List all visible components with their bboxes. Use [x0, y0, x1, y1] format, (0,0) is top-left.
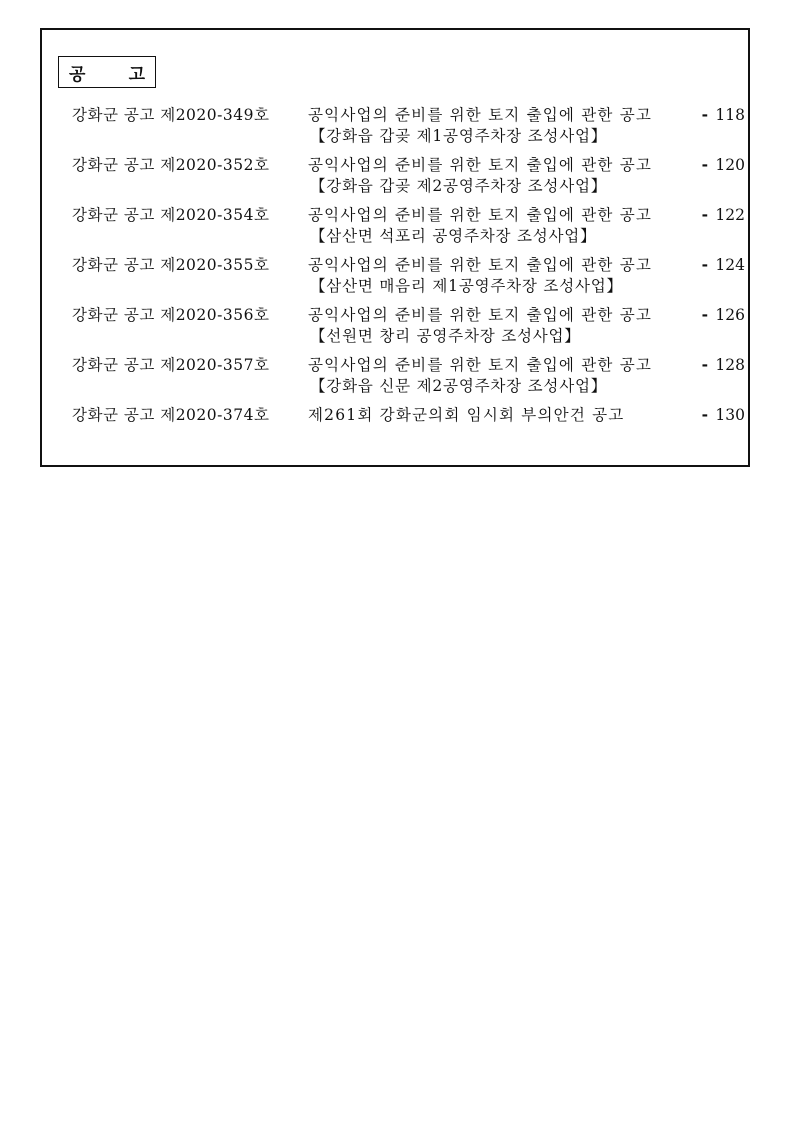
notice-title: 공익사업의 준비를 위한 토지 출입에 관한 공고 [308, 156, 653, 174]
notice-subtitle: 【선원면 창리 공영주차장 조성사업】 [310, 327, 581, 345]
leader-dash: - [701, 256, 708, 274]
list-item[interactable] [42, 405, 748, 455]
notice-subtitle: 【강화읍 신문 제2공영주차장 조성사업】 [310, 377, 608, 395]
notice-title: 공익사업의 준비를 위한 토지 출입에 관한 공고 [308, 206, 653, 224]
page-number: 128 [715, 356, 745, 374]
notice-subtitle: 【삼산면 석포리 공영주차장 조성사업】 [310, 227, 597, 245]
list-item[interactable] [42, 105, 748, 155]
notice-number: 강화군 공고 제2020-374호 [72, 406, 270, 424]
list-item[interactable] [42, 155, 748, 205]
leader-dash: - [701, 306, 708, 324]
notice-number: 강화군 공고 제2020-356호 [72, 306, 270, 324]
entry-list [42, 105, 748, 455]
notice-title: 제261회 강화군의회 임시회 부의안건 공고 [308, 406, 625, 424]
page-number: 126 [715, 306, 745, 324]
notice-title: 공익사업의 준비를 위한 토지 출입에 관한 공고 [308, 306, 653, 324]
notice-index-box [40, 28, 750, 467]
list-item[interactable] [42, 305, 748, 355]
leader-dash: - [701, 356, 708, 374]
section-heading-right: 고 [128, 64, 145, 85]
page-number: 124 [715, 256, 745, 274]
page-number: 120 [715, 156, 745, 174]
notice-number: 강화군 공고 제2020-354호 [72, 206, 270, 224]
notice-subtitle: 【강화읍 갑곶 제1공영주차장 조성사업】 [310, 127, 608, 145]
notice-title: 공익사업의 준비를 위한 토지 출입에 관한 공고 [308, 256, 653, 274]
notice-number: 강화군 공고 제2020-355호 [72, 256, 270, 274]
section-heading-left: 공 [69, 64, 86, 85]
list-item[interactable] [42, 205, 748, 255]
leader-dash: - [701, 206, 708, 224]
leader-dash: - [701, 156, 708, 174]
notice-subtitle: 【강화읍 갑곶 제2공영주차장 조성사업】 [310, 177, 608, 195]
notice-number: 강화군 공고 제2020-357호 [72, 356, 270, 374]
page-number: 122 [715, 206, 745, 224]
page-number: 130 [715, 406, 745, 424]
list-item[interactable] [42, 355, 748, 405]
page-number: 118 [715, 106, 745, 124]
notice-number: 강화군 공고 제2020-352호 [72, 156, 270, 174]
list-item[interactable] [42, 255, 748, 305]
notice-number: 강화군 공고 제2020-349호 [72, 106, 270, 124]
leader-dash: - [701, 106, 708, 124]
section-heading [58, 56, 156, 88]
notice-title: 공익사업의 준비를 위한 토지 출입에 관한 공고 [308, 356, 653, 374]
notice-title: 공익사업의 준비를 위한 토지 출입에 관한 공고 [308, 106, 653, 124]
leader-dash: - [701, 406, 708, 424]
notice-subtitle: 【삼산면 매음리 제1공영주차장 조성사업】 [310, 277, 623, 295]
